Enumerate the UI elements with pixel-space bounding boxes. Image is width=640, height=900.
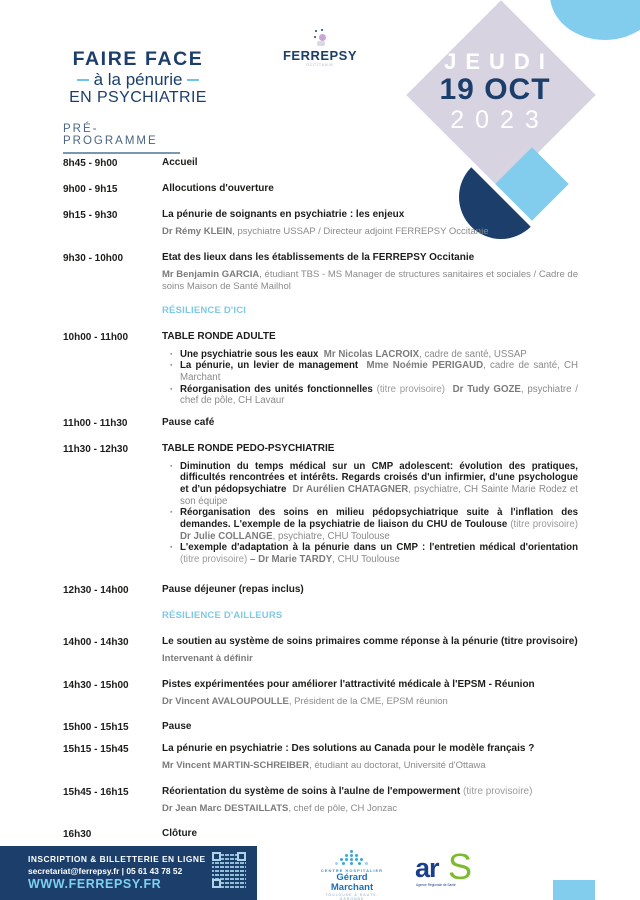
schedule-row bbox=[63, 157, 578, 183]
session-title: La pénurie de soignants en psychiatrie : les enjeux bbox=[162, 209, 405, 220]
roundtable-item: ▪ Diminution du temps médical sur un CMP adolescent: évolution des pratiques, difficultés rencontrées et intérêts. Regards croisés d'un infirmier, d'une psychologue et d'un pédopsychiatre Dr Aurélien CHATAGNER, psychiatre, CH Sainte Marie Rodez et son équipe bbox=[170, 461, 578, 508]
speaker-role: , Président de la CME, EPSM réunion bbox=[288, 695, 448, 707]
speaker bbox=[162, 226, 578, 239]
schedule-row bbox=[63, 183, 578, 209]
time-slot: 16h30 bbox=[63, 829, 92, 840]
schedule-row bbox=[63, 743, 578, 786]
time-slot: 15h45 - 16h15 bbox=[63, 787, 129, 798]
section-heading: RÉSILIENCE D'AILLEURS bbox=[162, 610, 283, 621]
time-slot: 9h30 - 10h00 bbox=[63, 253, 124, 264]
schedule-row bbox=[63, 584, 578, 610]
schedule-row bbox=[63, 331, 578, 417]
time-slot: 12h30 - 14h00 bbox=[63, 585, 129, 596]
speaker-name: Mr Vincent MARTIN-SCHREIBER bbox=[162, 759, 310, 771]
roundtable-item: ▪ Réorganisation des soins en milieu pédopsychiatrique suite à l'inflation des demandes. L'exemple de la psychiatrie de liaison du CHU de Toulouse (titre provisoire) Dr Julie COLLANGE, psychiatre, CHU Toulouse bbox=[170, 507, 578, 542]
session-title: Accueil bbox=[162, 157, 198, 168]
event-date bbox=[430, 50, 560, 134]
contact-info[interactable]: secretariat@ferrepsy.fr | 05 61 43 78 52 bbox=[28, 866, 183, 876]
chgm-line2: Gérard Marchant bbox=[330, 872, 374, 893]
speaker-role: , étudiant TBS - MS Manager de structures sanitaires et sociales / Cadre de soins Maison de Santé Mailhol bbox=[162, 268, 579, 292]
date-day-month: 19 OCT bbox=[439, 73, 551, 106]
speaker bbox=[162, 803, 578, 816]
ars-letters: ar bbox=[415, 853, 439, 883]
ferrepsy-brain-icon bbox=[312, 28, 328, 46]
session-title: Pause déjeuner (repas inclus) bbox=[162, 584, 304, 595]
schedule-row bbox=[63, 209, 578, 252]
session-title: Pistes expérimentées pour améliorer l'attractivité médicale à l'EPSM - Réunion bbox=[162, 679, 535, 690]
time-slot: 10h00 - 11h00 bbox=[63, 332, 129, 343]
roundtable-item: ▪ Une psychiatrie sous les eaux Mr Nicolas LACROIX, cadre de santé, USSAP bbox=[170, 349, 578, 361]
speaker-name: Dr Rémy KLEIN bbox=[162, 225, 233, 237]
time-slot: 11h30 - 12h30 bbox=[63, 444, 129, 455]
speaker-name: Dr Jean Marc DESTAILLATS bbox=[162, 802, 289, 814]
schedule-row bbox=[63, 679, 578, 721]
title-line-3: EN PSYCHIATRIE bbox=[69, 89, 207, 106]
speaker bbox=[162, 269, 578, 294]
time-slot: 14h00 - 14h30 bbox=[63, 637, 129, 648]
schedule-row bbox=[63, 443, 578, 584]
qr-code-icon[interactable] bbox=[212, 852, 246, 888]
speaker bbox=[162, 696, 578, 709]
chgm-dots-icon bbox=[332, 850, 372, 868]
roundtable-item: ▪ L'exemple d'adaptation à la pénurie dans un CMP : l'entretien médical d'orientation (titre provisoire) – Dr Marie TARDY, CHU Toulouse bbox=[170, 542, 578, 565]
session-title: Allocutions d'ouverture bbox=[162, 183, 274, 194]
schedule-row bbox=[63, 828, 578, 848]
chgm-line3: TOULOUSE & HAUTE-GARONNE bbox=[325, 893, 379, 900]
roundtable-item: ▪ La pénurie, un levier de management Mme Noémie PERIGAUD, cadre de santé, CH Marchant bbox=[170, 360, 578, 383]
schedule-row bbox=[63, 417, 578, 443]
schedule-row bbox=[63, 786, 578, 828]
event-title bbox=[63, 48, 213, 107]
schedule-row bbox=[63, 252, 578, 305]
session-title: TABLE RONDE PEDO-PSYCHIATRIE bbox=[162, 443, 335, 454]
speaker-name: Dr Vincent AVALOUPOULLE bbox=[162, 695, 289, 707]
session-title: Pause café bbox=[162, 417, 215, 428]
ferrepsy-name: FERREPSY bbox=[282, 48, 358, 63]
time-slot: 11h00 - 11h30 bbox=[63, 418, 128, 429]
speaker-role: , psychiatre USSAP / Directeur adjoint FERREPSY Occitanie bbox=[232, 225, 489, 237]
speaker-name: Intervenant à définir bbox=[162, 652, 253, 664]
title-line-2-text: à la pénurie bbox=[93, 70, 183, 89]
roundtable-list bbox=[170, 461, 578, 566]
session-title: Pause bbox=[162, 721, 192, 732]
time-slot: 14h30 - 15h00 bbox=[63, 680, 129, 691]
time-slot: 9h00 - 9h15 bbox=[63, 184, 118, 195]
title-line-2 bbox=[63, 70, 213, 89]
dash-decoration bbox=[77, 79, 89, 81]
session-title: TABLE RONDE ADULTE bbox=[162, 331, 276, 342]
session-title: Réorientation du système de soins à l'aulne de l'empowerment (titre provisoire) bbox=[162, 786, 533, 797]
session-title: Le soutien au système de soins primaires comme réponse à la pénurie (titre provisoire) bbox=[162, 636, 578, 647]
roundtable-item: ▪ Réorganisation des unités fonctionnelles (titre provisoire) Dr Tudy GOZE, psychiatre / chef de pôle, CH Lavaur bbox=[170, 384, 578, 407]
decorative-square-bottom bbox=[553, 880, 595, 900]
chgm-line1: CENTRE HOSPITALIER bbox=[320, 868, 384, 873]
title-line-1: FAIRE FACE bbox=[72, 48, 204, 70]
programme-schedule bbox=[63, 157, 578, 848]
centre-hospitalier-logo bbox=[318, 850, 386, 900]
session-title: Clôture bbox=[162, 828, 197, 839]
pre-programme-label: PRÉ-PROGRAMME bbox=[63, 123, 180, 154]
registration-label: INSCRIPTION & BILLETTERIE EN LIGNE bbox=[28, 854, 206, 864]
date-year: 2023 bbox=[450, 106, 550, 134]
speaker bbox=[162, 760, 578, 773]
dash-decoration bbox=[187, 79, 199, 81]
ferrepsy-logo bbox=[280, 28, 360, 67]
ars-logo bbox=[415, 846, 485, 895]
roundtable-list bbox=[170, 349, 578, 408]
schedule-row bbox=[63, 636, 578, 679]
session-title: La pénurie en psychiatrie : Des solutions au Canada pour le modèle français ? bbox=[162, 743, 535, 754]
date-day: JEUDI bbox=[444, 49, 554, 74]
ferrepsy-sub: OCCITANIE bbox=[306, 63, 334, 67]
speaker bbox=[162, 653, 578, 666]
ars-subtitle: Agence Régionale de Santé bbox=[416, 883, 456, 887]
time-slot: 15h00 - 15h15 bbox=[63, 722, 129, 733]
schedule-row bbox=[63, 721, 578, 743]
time-slot: 15h15 - 15h45 bbox=[63, 744, 129, 755]
session-title: Etat des lieux dans les établissements de la FERREPSY Occitanie bbox=[162, 252, 475, 263]
speaker-name: Mr Benjamin GARCIA bbox=[162, 268, 260, 280]
speaker-role: , chef de pôle, CH Jonzac bbox=[288, 802, 398, 814]
ars-s-letter: S bbox=[448, 846, 473, 887]
speaker-role: , étudiant au doctorat, Université d'Ottawa bbox=[309, 759, 486, 771]
time-slot: 9h15 - 9h30 bbox=[63, 210, 118, 221]
time-slot: 8h45 - 9h00 bbox=[63, 158, 118, 169]
website-link[interactable]: WWW.FERREPSY.FR bbox=[28, 877, 162, 891]
section-heading: RÉSILIENCE D'ICI bbox=[162, 305, 247, 316]
